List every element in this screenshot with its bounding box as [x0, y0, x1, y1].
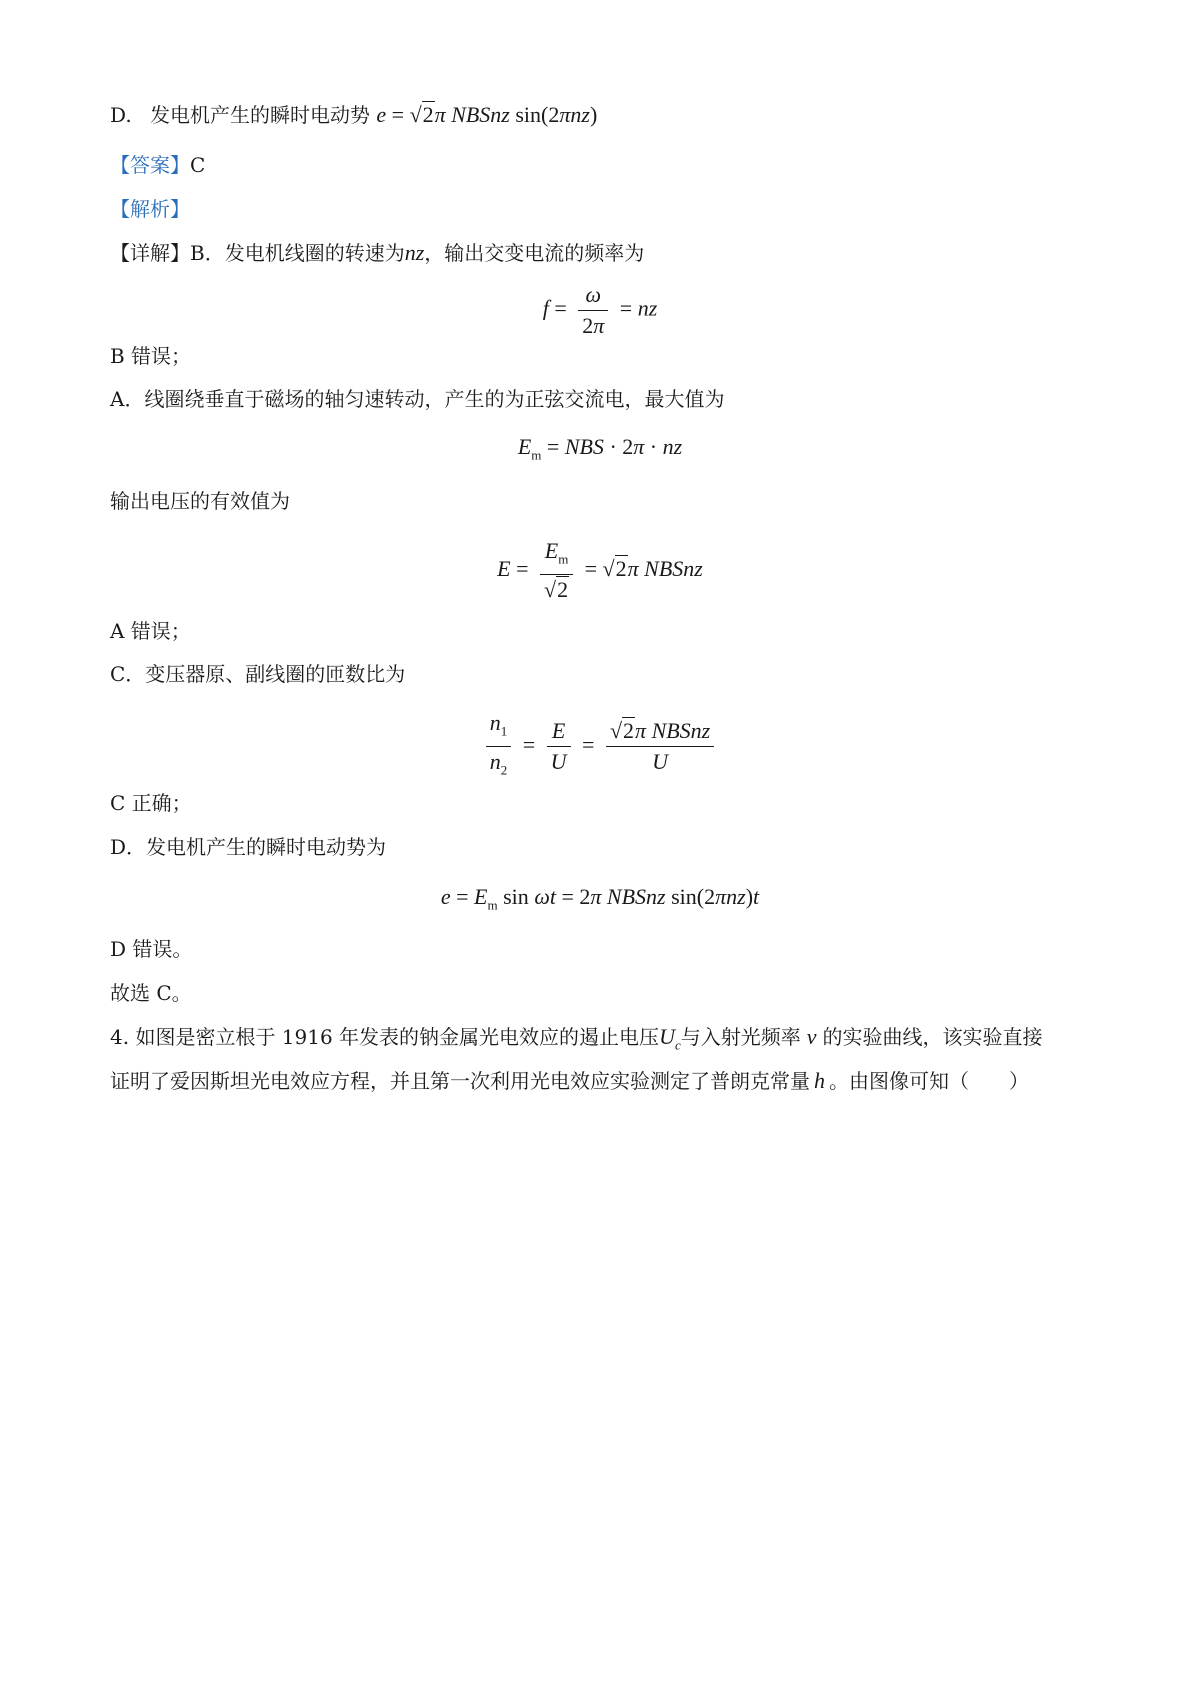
a-wrong: A 错误； [110, 619, 191, 643]
q4-line1-c: 的实验曲线，该实验直接 [822, 1025, 1043, 1049]
option-d-label: D. [110, 103, 132, 127]
c-text: C．变压器原、副线圈的匝数比为 [110, 662, 406, 686]
formula-e: E = $\frac{E_m}{√2}$ = √2π NBSnz [497, 538, 703, 603]
formula-inst: $e = E_m$ sin ωt = 2π NBSnz sin(2πnz)t [440, 884, 760, 913]
q4-var-uc: $U_c$ [659, 1024, 681, 1053]
b-wrong: B 错误； [110, 344, 192, 368]
formula-em: $E_m$ = NBS · 2π · nz [517, 434, 683, 463]
conclusion: 故选 C。 [110, 981, 192, 1005]
q4-var-h: h [814, 1068, 825, 1093]
option-d-line [110, 101, 597, 129]
c-correct: C 正确； [110, 791, 192, 815]
q4-line2-a: 证明了爱因斯坦光电效应方程，并且第一次利用光电效应实验测定了普朗克常量 [110, 1069, 810, 1093]
q4-line1-b: 与入射光频率 [680, 1025, 801, 1049]
detail-text-b: B．发电机线圈的转速为 [190, 241, 405, 265]
q4-line2-b: 。由图像可知（ ） [829, 1069, 1029, 1093]
detail-line [110, 239, 644, 267]
analysis-line [110, 195, 190, 223]
answer-value: C [190, 153, 206, 177]
a-text: A．线圈绕垂直于磁场的轴匀速转动，产生的为正弦交流电，最大值为 [110, 387, 725, 411]
rms-text: 输出电压的有效值为 [110, 489, 290, 513]
answer-line [110, 151, 205, 179]
formula-ratio: $\frac{n_1}{n_2}$ = $\frac{E}{U}$ = $\frac{\text{√2π NBSnz}}{U}$ [0, 708, 1200, 786]
formula-f: f = $\frac{\omega}{2\pi}$ = nz [542, 282, 658, 338]
q4-line1-a: 4. 如图是密立根于 1916 年发表的钠金属光电效应的遏止电压 [110, 1025, 660, 1049]
analysis-label: 【解析】 [110, 197, 190, 221]
q4-var-nu: ν [806, 1024, 817, 1049]
d-text: D．发电机产生的瞬时电动势为 [110, 835, 387, 859]
option-d-formula: e = √2π NBSnz sin(2πnz) [376, 102, 598, 127]
detail-label: 【详解】 [110, 241, 190, 265]
option-d-text: 发电机产生的瞬时电动势 [150, 103, 371, 127]
q4-line1 [110, 1023, 1043, 1059]
d-wrong: D 错误。 [110, 937, 193, 961]
q4-line2 [110, 1067, 1029, 1095]
detail-text-b2: ，输出交变电流的频率为 [424, 241, 645, 265]
answer-label: 【答案】 [110, 153, 190, 177]
detail-var-nz: nz [404, 240, 425, 265]
